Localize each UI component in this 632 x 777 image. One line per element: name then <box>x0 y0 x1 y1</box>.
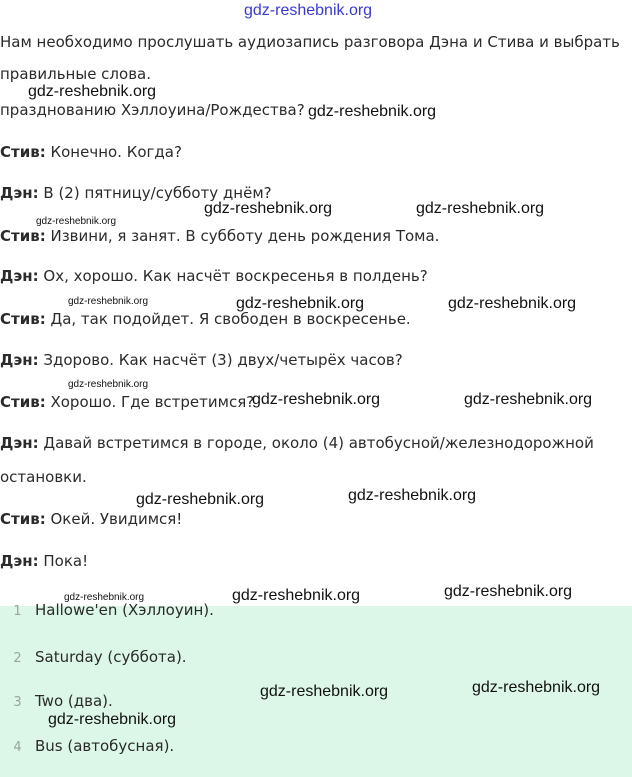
answer-item <box>0 691 113 713</box>
dialogue-text: Здорово. Как насчёт (3) двух/четырёх часов? <box>38 351 403 369</box>
dialogue-text: Да, так подойдет. Я свободен в воскресенье. <box>45 310 411 328</box>
dialogue-text: Окей. Увидимся! <box>45 510 183 528</box>
answer-text: Hallowe'en (Хэллоуин). <box>35 601 214 619</box>
answer-number: 1 <box>13 604 22 619</box>
speaker-name: Стив: <box>0 393 46 411</box>
speaker-name: Стив: <box>0 143 46 161</box>
watermark: gdz-reshebnik.org <box>244 2 373 19</box>
watermark: gdz-reshebnik.org <box>68 296 149 307</box>
dialogue-line <box>0 509 182 529</box>
intro-line-2: правильные слова. <box>0 65 151 83</box>
dialogue-line <box>0 226 439 246</box>
dialogue-text: празднованию Хэллоуина/Рождества? <box>0 101 305 119</box>
watermark: gdz-reshebnik.org <box>348 487 477 504</box>
dialogue-text: остановки. <box>0 468 87 486</box>
dialogue-text: Извини, я занят. В субботу день рождения Тома. <box>45 227 440 245</box>
dialogue-text: В (2) пятницу/субботу днём? <box>38 184 272 202</box>
watermark: gdz-reshebnik.org <box>464 391 593 408</box>
speaker-name: Стив: <box>0 310 46 328</box>
answer-text: Bus (автобусная). <box>35 737 175 755</box>
dialogue-line <box>0 350 403 370</box>
dialogue-text: Хорошо. Где встретимся? <box>45 393 255 411</box>
dialogue-line <box>0 100 305 120</box>
dialogue-line <box>0 142 182 162</box>
watermark: gdz-reshebnik.org <box>68 379 149 390</box>
answer-text: Saturday (суббота). <box>35 648 187 666</box>
watermark: gdz-reshebnik.org <box>472 679 601 696</box>
watermark: gdz-reshebnik.org <box>252 391 381 408</box>
watermark: gdz-reshebnik.org <box>48 711 177 728</box>
answer-item <box>0 736 174 758</box>
answer-text: Two (два). <box>35 692 113 710</box>
watermark: gdz-reshebnik.org <box>28 83 157 100</box>
watermark: gdz-reshebnik.org <box>448 295 577 312</box>
dialogue-text: Давай встретимся в городе, около (4) автобусной/железнодорожной <box>38 434 594 452</box>
watermark: gdz-reshebnik.org <box>36 216 117 227</box>
speaker-name: Дэн: <box>0 351 39 369</box>
watermark: gdz-reshebnik.org <box>136 491 265 508</box>
dialogue-line <box>0 392 254 412</box>
watermark: gdz-reshebnik.org <box>416 200 545 217</box>
watermark: gdz-reshebnik.org <box>308 103 437 120</box>
dialogue-line <box>0 467 87 487</box>
watermark: gdz-reshebnik.org <box>232 587 361 604</box>
dialogue-text: Ох, хорошо. Как насчёт воскресенья в полдень? <box>38 267 428 285</box>
watermark: gdz-reshebnik.org <box>444 583 573 600</box>
dialogue-line <box>0 551 88 571</box>
dialogue-line <box>0 266 428 286</box>
watermark: gdz-reshebnik.org <box>236 295 365 312</box>
answer-number: 4 <box>13 740 22 755</box>
speaker-name: Стив: <box>0 510 46 528</box>
speaker-name: Дэн: <box>0 552 39 570</box>
speaker-name: Дэн: <box>0 184 39 202</box>
dialogue-line <box>0 433 594 453</box>
speaker-name: Дэн: <box>0 434 39 452</box>
answer-number: 2 <box>13 651 22 666</box>
watermark: gdz-reshebnik.org <box>260 683 389 700</box>
watermark: gdz-reshebnik.org <box>64 592 145 603</box>
dialogue-text: Конечно. Когда? <box>45 143 182 161</box>
watermark: gdz-reshebnik.org <box>204 200 333 217</box>
intro-line-1: Нам необходимо прослушать аудиозапись разговора Дэна и Стива и выбрать <box>0 33 620 51</box>
dialogue-text: Пока! <box>38 552 89 570</box>
answer-number: 3 <box>13 695 22 710</box>
speaker-name: Дэн: <box>0 267 39 285</box>
answer-item <box>0 647 187 669</box>
answer-item <box>0 600 214 622</box>
speaker-name: Стив: <box>0 227 46 245</box>
